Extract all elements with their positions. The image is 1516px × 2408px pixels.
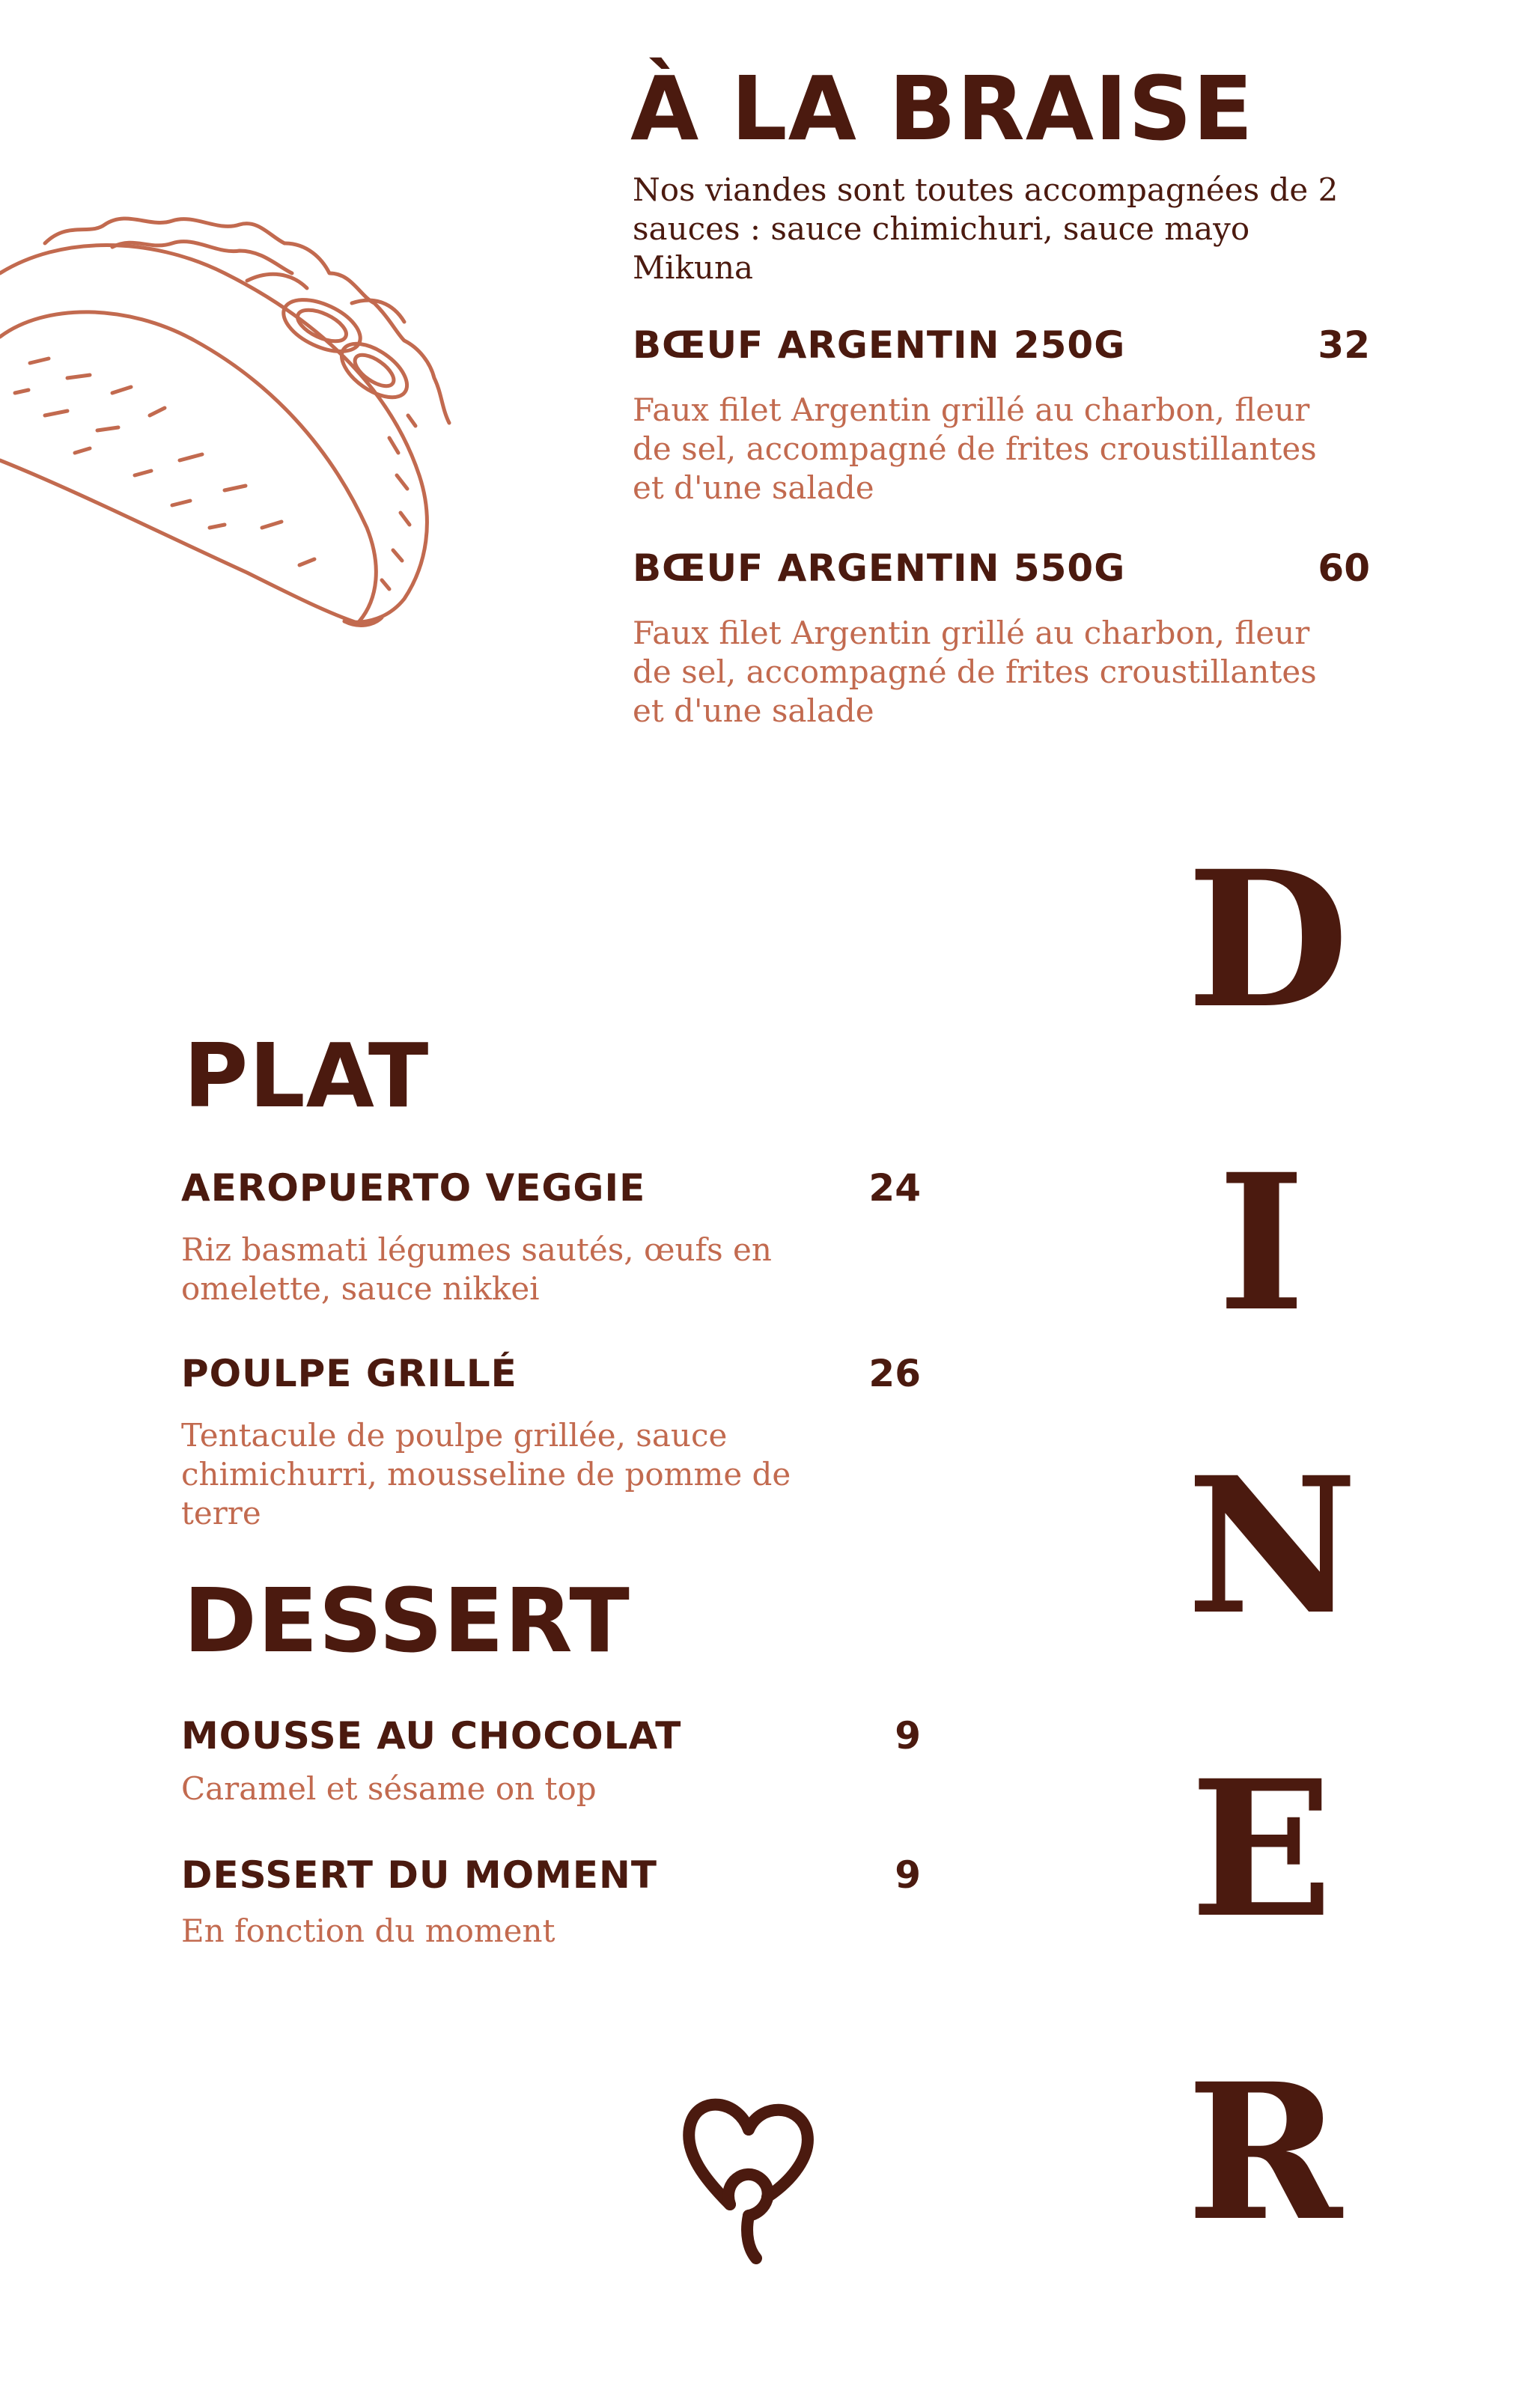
heart-logo-icon	[678, 2085, 820, 2264]
plat-item-name: AEROPUERTO VEGGIE	[181, 1166, 646, 1210]
braise-item-desc: Faux filet Argentin grillé au charbon, fleur de sel, accompagné de frites croustillantes et d'une salade	[633, 615, 1317, 729]
braise-item-price: 60	[1318, 546, 1370, 590]
braise-item-desc: Faux filet Argentin grillé au charbon, fleur de sel, accompagné de frites croustillantes et d'une salade	[633, 391, 1317, 506]
braise-title: À LA BRAISE	[630, 57, 1254, 160]
braise-item-name: BŒUF ARGENTIN 250G	[633, 323, 1126, 367]
braise-item-price: 32	[1318, 323, 1370, 367]
dessert-item-desc: En fonction du moment	[181, 1912, 555, 1949]
dessert-item-name: MOUSSE AU CHOCOLAT	[181, 1714, 682, 1758]
diner-letter: E	[1190, 1739, 1333, 1959]
plat-item-price: 24	[868, 1166, 921, 1210]
plat-title: PLAT	[183, 1024, 430, 1127]
dessert-item-name: DESSERT DU MOMENT	[181, 1853, 657, 1897]
dessert-title: DESSERT	[183, 1569, 630, 1672]
plat-item-price: 26	[868, 1352, 921, 1395]
taco-illustration	[0, 191, 487, 640]
diner-letter: R	[1187, 2042, 1342, 2262]
diner-letter: N	[1187, 1436, 1358, 1656]
diner-letter: D	[1187, 829, 1349, 1049]
dessert-item-price: 9	[895, 1714, 921, 1758]
dessert-item-desc: Caramel et sésame on top	[181, 1770, 597, 1807]
dessert-item-price: 9	[895, 1853, 921, 1897]
diner-letter: I	[1217, 1133, 1306, 1353]
braise-item-name: BŒUF ARGENTIN 550G	[633, 546, 1126, 590]
plat-item-desc: Tentacule de poulpe grillée, sauce chimichurri, mousseline de pomme de terre	[181, 1417, 791, 1531]
braise-intro: Nos viandes sont toutes accompagnées de 2 sauces : sauce chimichuri, sauce mayo Mikuna	[633, 171, 1339, 286]
plat-item-name: POULPE GRILLÉ	[181, 1352, 517, 1395]
plat-item-desc: Riz basmati légumes sautés, œufs en omelette, sauce nikkei	[181, 1231, 772, 1307]
